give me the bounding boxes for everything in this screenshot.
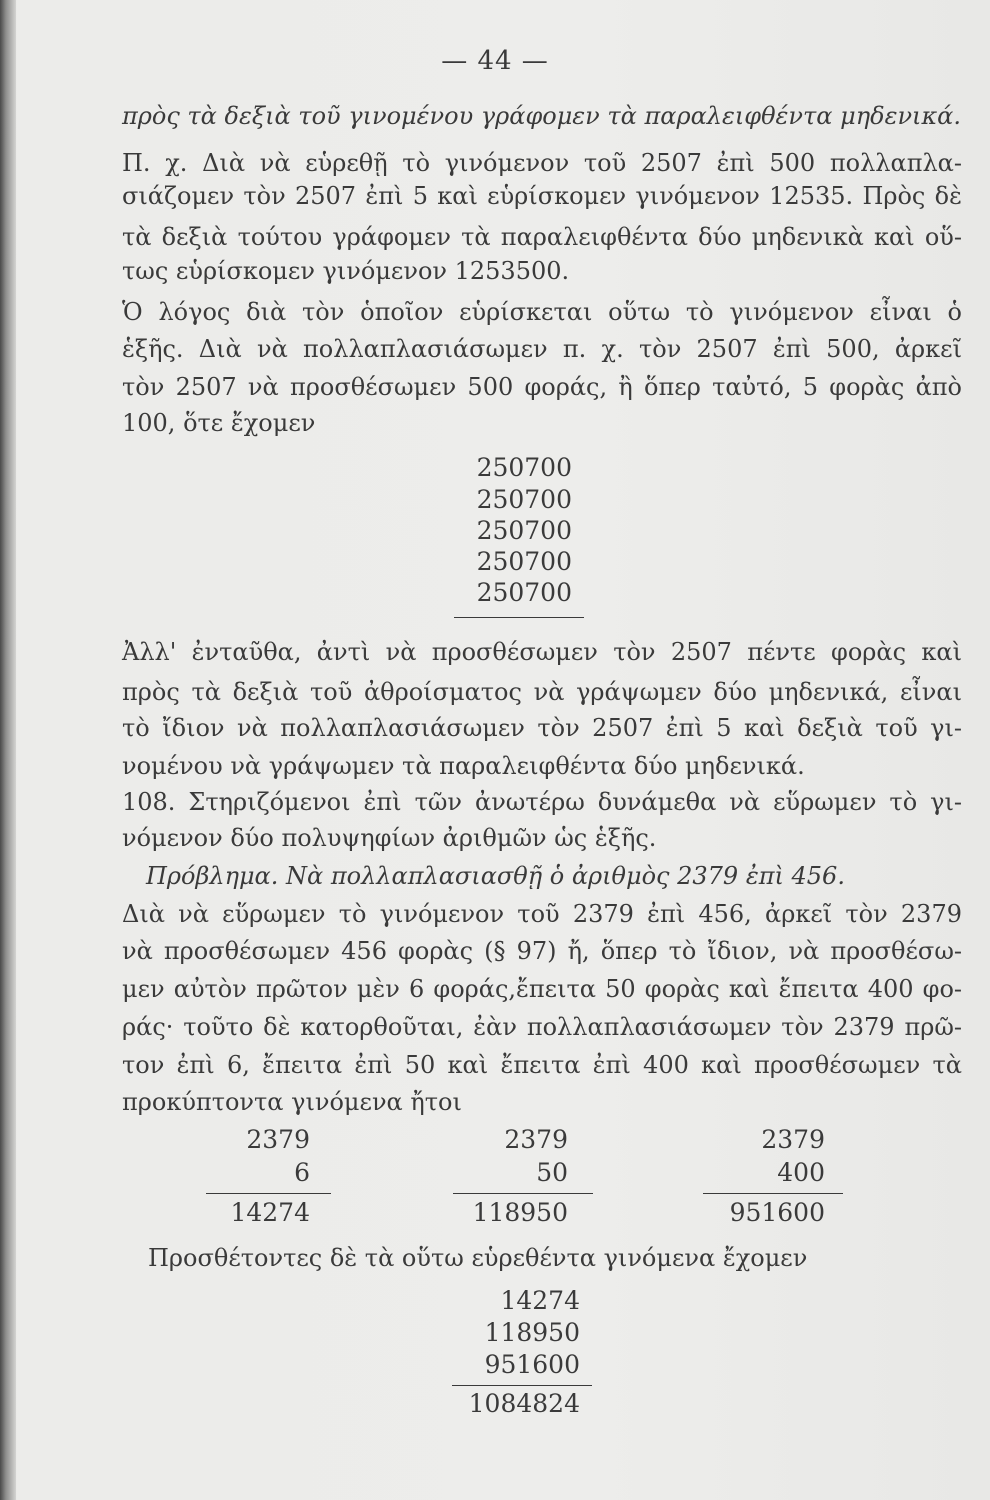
product-rule — [453, 1193, 593, 1194]
text-line: ράς· τοῦτο δὲ κατορθοῦται, ἐὰν πολλαπλασιάσωμεν τὸν 2379 πρῶ- — [122, 1013, 962, 1041]
sum-addend: 250700 — [476, 485, 572, 514]
text-line: νὰ προσθέσωμεν 456 φορὰς (§ 97) ἤ, ὅπερ τὸ ἴδιον, νὰ προσθέσω- — [122, 937, 962, 965]
sum-addend: 951600 — [484, 1350, 580, 1379]
text-line: νομένου νὰ γράψωμεν τὰ παραλειφθέντα δύο μηδενικά. — [122, 752, 805, 780]
page-spine-shadow — [0, 0, 16, 1500]
multiplicand: 2379 — [246, 1125, 310, 1154]
sum-rule — [454, 617, 584, 618]
text-line: τὸ ἴδιον νὰ πολλαπλασιάσωμεν τὸν 2507 ἐπὶ 5 καὶ δεξιὰ τοῦ γι- — [122, 714, 962, 742]
sum-total: 1084824 — [468, 1389, 580, 1418]
text-line: τον ἐπὶ 6, ἔπειτα ἐπὶ 50 καὶ ἔπειτα ἐπὶ 400 καὶ προσθέσωμεν τὰ — [122, 1051, 962, 1079]
text-line: προκύπτοντα γινόμενα ἤτοι — [122, 1088, 462, 1116]
text-line: μεν αὐτὸν πρῶτον μὲν 6 φοράς,ἔπειτα 50 φορὰς καὶ ἔπειτα 400 φο- — [122, 975, 962, 1003]
text-line: τὰ δεξιὰ τούτου γράφομεν τὰ παραλειφθέντα δύο μηδενικὰ καὶ οὕ- — [122, 223, 962, 251]
problem-statement: Πρόβλημα. Νὰ πολλαπλασιασθῇ ὁ ἀριθμὸς 2379 ἐπὶ 456. — [146, 862, 845, 890]
text-line: σιάζομεν τὸν 2507 ἐπὶ 5 καὶ εὑρίσκομεν γινόμενον 12535. Πρὸς δὲ — [122, 182, 962, 210]
sum-rule — [452, 1385, 592, 1386]
text-line: πρὸς τὰ δεξιὰ τοῦ γινομένου γράφομεν τὰ παραλειφθέντα μηδενικά. — [122, 102, 962, 130]
multiplier: 400 — [777, 1158, 825, 1187]
text-line: τως εὑρίσκομεν γινόμενον 1253500. — [122, 257, 570, 285]
sum-addend: 118950 — [484, 1318, 580, 1347]
text-line: Προσθέτοντες δὲ τὰ οὕτω εὑρεθέντα γινόμενα ἔχομεν — [148, 1244, 808, 1272]
text-line: πρὸς τὰ δεξιὰ τοῦ ἀθροίσματος νὰ γράψωμεν δύο μηδενικά, εἶναι — [122, 678, 962, 706]
product: 14274 — [230, 1198, 310, 1227]
text-line: νόμενον δύο πολυψηφίων ἀριθμῶν ὡς ἑξῆς. — [122, 824, 657, 852]
product: 118950 — [472, 1198, 568, 1227]
text-line: Ὁ λόγος διὰ τὸν ὁποῖον εὑρίσκεται οὕτω τὸ γινόμενον εἶναι ὁ — [122, 298, 962, 326]
text-line: ἑξῆς. Διὰ νὰ πολλαπλασιάσωμεν π. χ. τὸν 2507 ἐπὶ 500, ἀρκεῖ — [122, 335, 962, 363]
product-rule — [703, 1193, 843, 1194]
multiplicand: 2379 — [504, 1125, 568, 1154]
sum-addend: 250700 — [476, 453, 572, 482]
multiplier: 50 — [536, 1158, 568, 1187]
sum-addend: 14274 — [500, 1286, 580, 1315]
sum-addend: 250700 — [476, 516, 572, 545]
multiplier: 6 — [294, 1158, 310, 1187]
sum-addend: 250700 — [476, 578, 572, 607]
multiplicand: 2379 — [761, 1125, 825, 1154]
text-line: τὸν 2507 νὰ προσθέσωμεν 500 φοράς, ἢ ὅπερ ταὐτό, 5 φορὰς ἀπὸ — [122, 373, 962, 401]
text-line: Π. χ. Διὰ νὰ εὑρεθῇ τὸ γινόμενον τοῦ 2507 ἐπὶ 500 πολλαπλα- — [122, 149, 962, 177]
sum-addend: 250700 — [476, 547, 572, 576]
product: 951600 — [729, 1198, 825, 1227]
product-rule — [206, 1193, 331, 1194]
page-number: — 44 — — [441, 46, 549, 76]
text-line: Διὰ νὰ εὕρωμεν τὸ γινόμενον τοῦ 2379 ἐπὶ 456, ἀρκεῖ τὸν 2379 — [122, 900, 962, 928]
text-line: 100, ὅτε ἔχομεν — [122, 409, 316, 437]
text-line: 108. Στηριζόμενοι ἐπὶ τῶν ἀνωτέρω δυνάμεθα νὰ εὕρωμεν τὸ γι- — [122, 788, 962, 816]
text-line: Ἀλλ' ἐνταῦθα, ἀντὶ νὰ προσθέσωμεν τὸν 2507 πέντε φορὰς καὶ — [122, 638, 962, 666]
